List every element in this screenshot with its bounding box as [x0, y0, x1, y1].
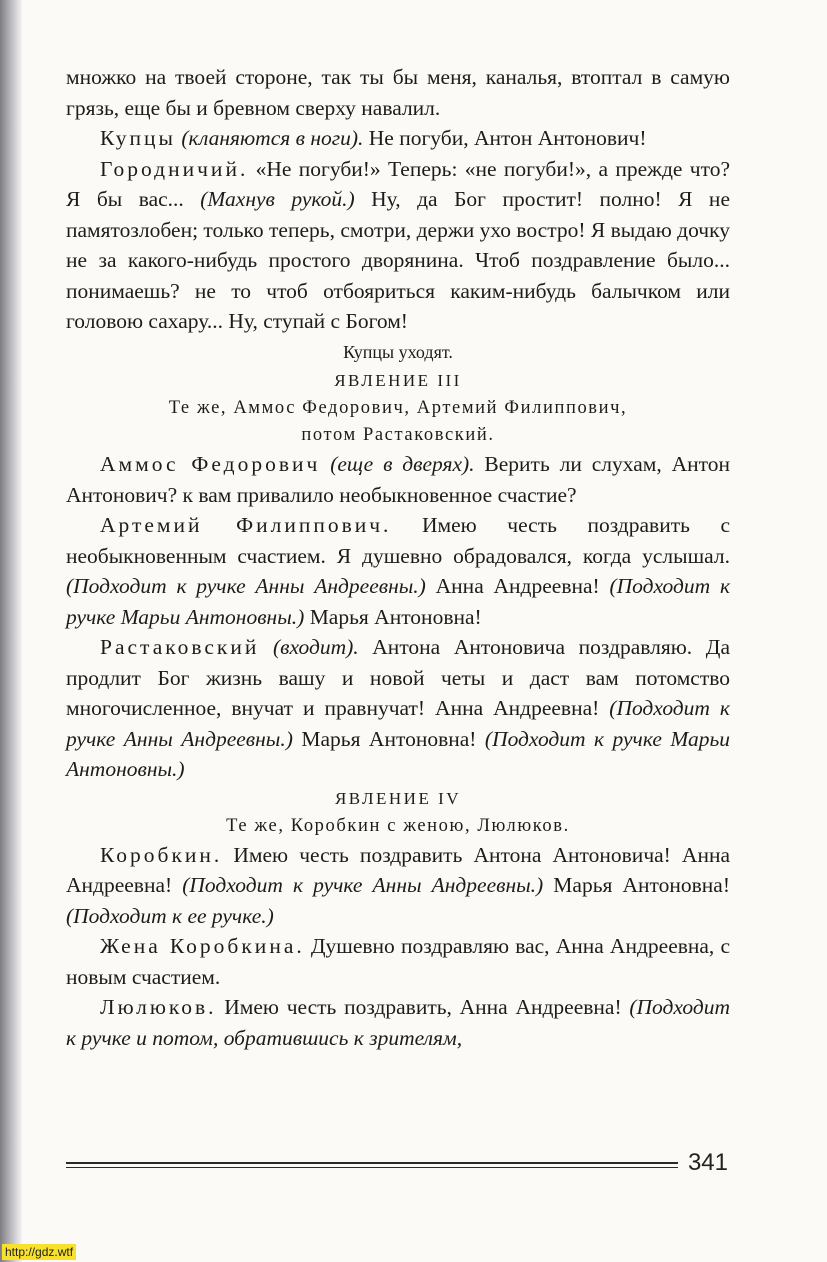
stage-direction: (Подходит к ручке Марьи Антоновны.) — [66, 726, 730, 781]
stage-direction: (еще в дверях). — [330, 452, 475, 476]
stage-direction-line: Купцы уходят. — [343, 341, 453, 362]
speaker-name: Растаковский — [100, 635, 260, 659]
paragraph — [66, 931, 730, 992]
stage-direction: (Подходит к ее ручке.) — [66, 903, 274, 928]
stage-direction: (Махнув рукой.) — [200, 187, 355, 211]
speaker-name: Коробкин. — [100, 842, 223, 867]
paragraph-text: Ну, да Бог простит! полно! Я не памятозлобен; только теперь, смотри, держи ухо востро! Я выдаю дочку не за какого-нибудь простого дворянина. Чтоб поздравление было... понимаешь? не то чтоб отбояриться каким-нибудь балычком или головою сахару... Ну, ступай с Богом! — [66, 187, 730, 333]
paragraph — [66, 840, 730, 932]
page-number: 341 — [687, 1149, 728, 1176]
speaker-name: Купцы — [100, 126, 176, 150]
book-page-text — [66, 62, 730, 1053]
paragraph-text: Не погуби, Антон Антонович! — [363, 126, 647, 150]
paragraph-text: Анна Андреевна! — [425, 574, 610, 598]
paragraph-text: Антона Антоновича поздравляю. Да продлит Бог жизнь вашу и новой четы и даст вам потомство многочисленное, внучат и правнучат! Анна Андреевна! — [66, 635, 730, 720]
paragraph-text: Имею честь поздравить Антона Антоновича! Анна Андреевна! — [66, 842, 730, 897]
paragraph — [66, 992, 730, 1053]
paragraph — [66, 510, 730, 632]
scene-cast — [66, 395, 730, 449]
stage-direction: (Подходит к ручке и потом, обратившись к зрителям, — [66, 995, 730, 1050]
book-spine-shadow — [0, 0, 22, 1262]
paragraph-text: Верить ли слухам, Антон Антонович? к вам привалило необыкновенное счастие? — [66, 452, 730, 507]
paragraph — [66, 154, 730, 337]
paragraph-text: Душевно поздравляю вас, Анна Андреевна, с новым счастием. — [66, 934, 730, 989]
paragraph — [66, 62, 730, 123]
speaker-name: Артемий Филиппович. — [100, 513, 392, 537]
speaker-name: Аммос Федорович — [100, 452, 321, 476]
stage-direction: (Подходит к ручке Анны Андреевны.) — [66, 696, 730, 751]
footer-rule — [66, 1162, 678, 1168]
stage-direction: (Подходит к ручке Анны Андреевны.) — [66, 574, 426, 598]
paragraph-text: Марья Антоновна! — [304, 604, 482, 629]
stage-direction: (Подходит к ручке Марьи Антоновны.) — [66, 574, 731, 629]
paragraph-text: Марья Антоновна! — [543, 873, 730, 897]
stage-direction: (кланяются в ноги). — [181, 126, 364, 150]
paragraph — [66, 449, 730, 510]
scene-title: ЯВЛЕНИЕ III — [334, 371, 462, 390]
speaker-name: Люлюков. — [100, 995, 217, 1019]
speaker-name: Городничий. — [100, 156, 249, 181]
scene-cast-line: Те же, Аммос Федорович, Артемий Филиппович, — [168, 398, 628, 418]
paragraph-text: Имею честь поздравить с необыкновенным счастием. Я душевно обрадовался, когда услышал. — [66, 513, 730, 568]
page-footer — [66, 1148, 730, 1178]
scene-title: ЯВЛЕНИЕ IV — [334, 788, 462, 808]
paragraph-text: Имею честь поздравить, Анна Андреевна! — [216, 995, 630, 1019]
paragraph-text: Марья Антоновна! — [292, 726, 485, 751]
speaker-name: Жена Коробкина. — [100, 934, 305, 958]
paragraph-text: «Не погуби!» Теперь: «не погуби!», а прежде что? Я бы вас... — [66, 156, 730, 211]
paragraph — [66, 123, 730, 154]
scene-cast-line: потом Растаковский. — [301, 425, 495, 445]
source-watermark: http://gdz.wtf — [2, 1244, 76, 1260]
scene-cast: Те же, Коробкин с женою, Люлюков. — [226, 815, 570, 836]
stage-direction: (Подходит к ручке Анны Андреевны.) — [182, 873, 544, 897]
paragraph — [66, 632, 730, 785]
paragraph-text: множко на твоей стороне, так ты бы меня, каналья, втоптал в самую грязь, еще бы и бревном сверху навалил. — [66, 65, 730, 120]
stage-direction: (входит). — [273, 635, 359, 659]
